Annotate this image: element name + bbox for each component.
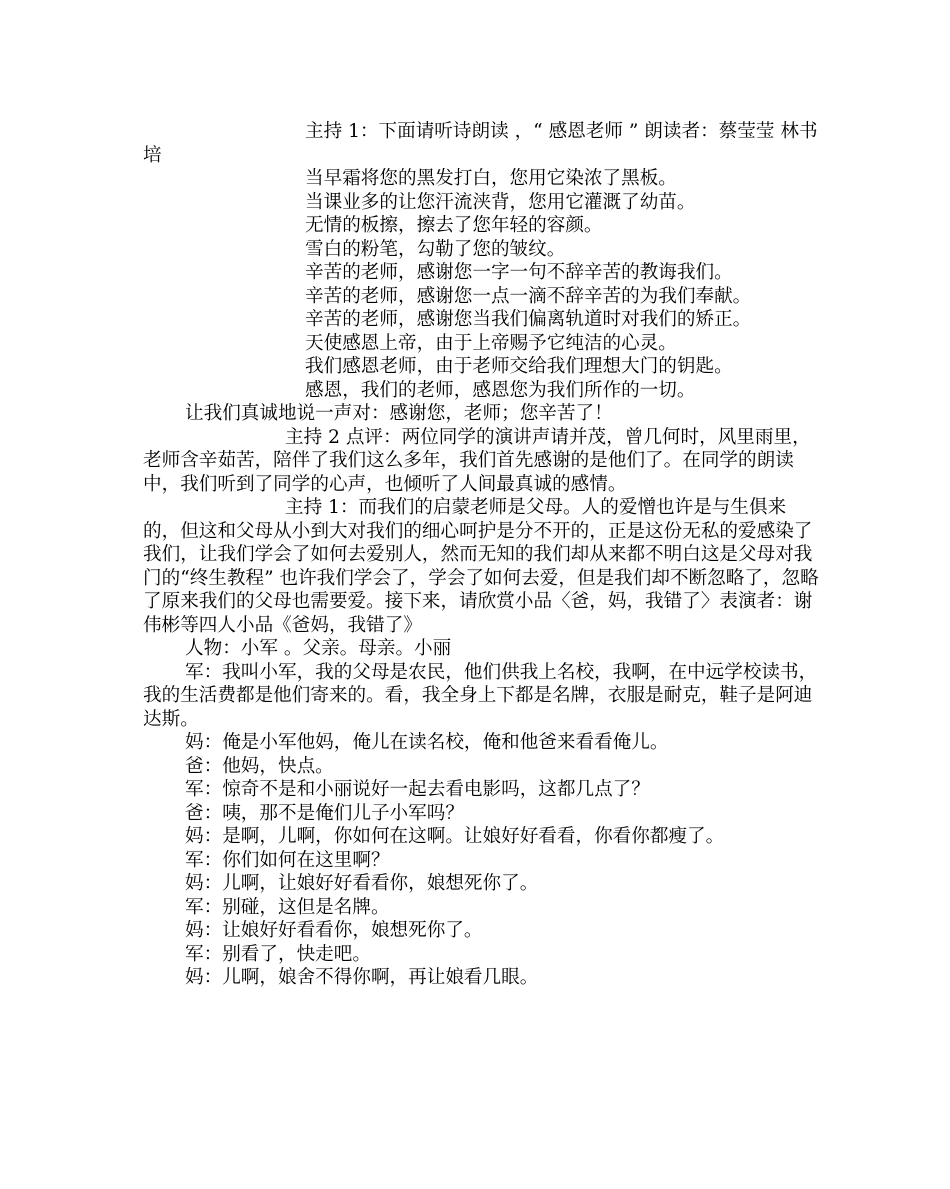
- dialogue-line: 妈：儿啊，娘舍不得你啊，再让娘看几眼。: [185, 967, 539, 988]
- dialogue-line: 妈：俺是小军他妈，俺儿在读名校，俺和他爸来看看俺儿。: [185, 732, 669, 753]
- host2-comment: 主持 2 点评：两位同学的演讲声请并茂，曾几何时，风里雨里，老师含辛茹苦，陪伴了我们这么多年，我们首先感谢的是他们了。在同学的朗读中，我们听到了同学的心声，也倾听了人间最真诚的感情。: [143, 426, 811, 495]
- dialogue-line: 军：惊奇不是和小丽说好一起去看电影吗，这都几点了？: [185, 779, 650, 800]
- poem-line: 我们感恩老师，由于老师交给我们理想大门的钥匙。: [305, 356, 733, 377]
- dialogue-line: 妈：让娘好好看看你，娘想死你了。: [185, 920, 483, 941]
- jun-intro: 军：我叫小军，我的父母是农民，他们供我上名校，我啊，在中远学校读书，我的生活费都是他们寄来的。看，我全身上下都是名牌，衣服是耐克，鞋子是阿迪达斯。: [143, 661, 818, 730]
- poem-line: 雪白的粉笔，勾勒了您的皱纹。: [305, 238, 566, 260]
- poem-line: 辛苦的老师，感谢您当我们偏离轨道时对我们的矫正。: [305, 309, 752, 330]
- dialogue-line: 妈：是啊，儿啊，你如何在这啊。让娘好好看看，你看你都瘦了。: [185, 826, 725, 847]
- poem-line: 无情的板擦，擦去了您年轻的容颜。: [305, 215, 603, 236]
- host1-parents: 主持 1：而我们的启蒙老师是父母。人的爱憎也许是与生俱来的，但这和父母从小到大对我们的细心呵护是分不开的，正是这份无私的爱感染了我们，让我们学会了如何去爱别人，然而无知的我们却从来都不明白这是父母对我门的“终生教程” 也许我们学会了，学会了如何去爱，但是我们却不断忽略了，忽略了原来我们的父母也需要爱。接下来，请欣赏小品〈爸，妈，我错了〉表演者：谢伟彬等四人小品《爸妈，我错了》: [143, 497, 819, 636]
- dialogue-line: 军：你们如何在这里啊？: [185, 849, 390, 871]
- poem-line: 天使感恩上帝，由于上帝赐予它纯洁的心灵。: [305, 332, 677, 354]
- poem-line: 感恩，我们的老师，感恩您为我们所作的一切。: [305, 379, 696, 401]
- poem-line: 辛苦的老师，感谢您一点一滴不辞辛苦的为我们奉献。: [305, 285, 752, 307]
- characters-line: 人物：小军 。父亲。母亲。小丽: [185, 638, 452, 659]
- host1-poem-intro: 主持 1：下面请听诗朗读 ，“ 感恩老师 ” 朗读者：蔡莹莹 林书培: [143, 121, 818, 166]
- poem-line: 辛苦的老师，感谢您一字一句不辞辛苦的教诲我们。: [305, 262, 733, 283]
- poem-line: 当课业多的让您汗流浃背，您用它灌溉了幼苗。: [305, 191, 696, 213]
- dialogue-line: 妈：儿啊，让娘好好看看你，娘想死你了。: [185, 873, 539, 894]
- dialogue-line: 军：别碰，这但是名牌。: [185, 896, 390, 918]
- dialogue-line: 爸：咦，那不是俺们儿子小军吗？: [185, 802, 464, 824]
- dialogue-block: [143, 731, 823, 990]
- thanks-line: 让我们真诚地说一声对：感谢您，老师；您辛苦了！: [185, 403, 613, 424]
- dialogue-line: 爸：他妈，快点。: [185, 755, 334, 777]
- dialogue-line: 军：别看了，快走吧。: [185, 943, 371, 965]
- poem-block: [143, 167, 823, 402]
- poem-line: 当早霜将您的黑发打白，您用它染浓了黑板。: [305, 168, 677, 189]
- document-page: [143, 120, 823, 990]
